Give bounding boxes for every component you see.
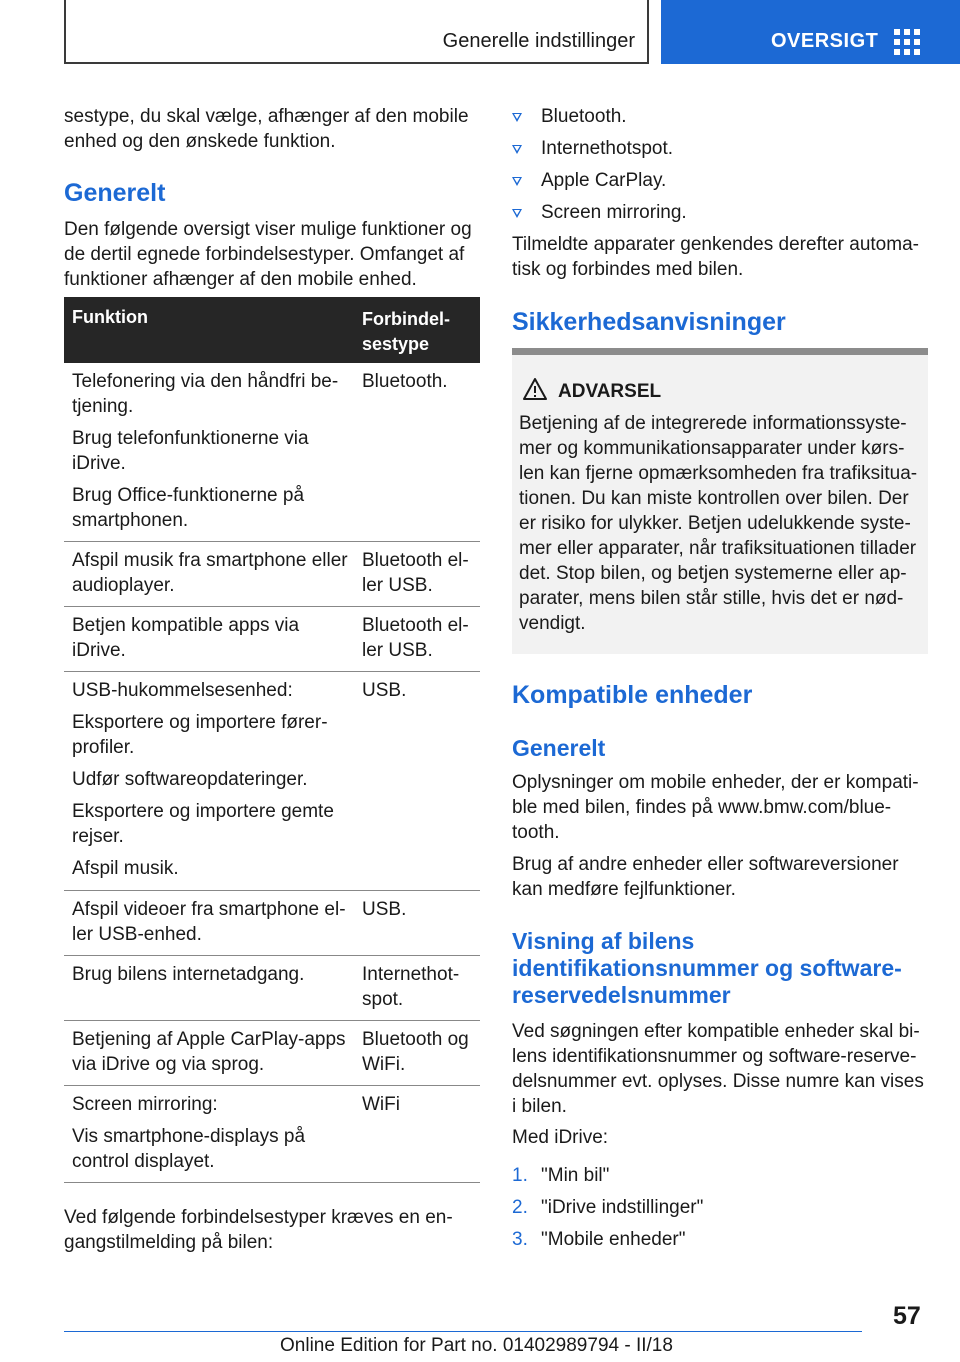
cell-forbindelsestype	[362, 1027, 476, 1084]
visning-line: i bilen.	[512, 1096, 567, 1117]
step-number: 1.	[512, 1165, 528, 1186]
header-section-tab	[64, 0, 649, 64]
footer-divider	[64, 1331, 862, 1332]
cell-text: Afspil musik.	[72, 858, 179, 879]
subheading-visning	[512, 928, 942, 1009]
cell-funktion	[72, 1027, 352, 1084]
bullet-text: Bluetooth.	[541, 106, 627, 127]
warning-line: tionen. Du kan miste kontrollen over bilen. Der	[519, 488, 909, 509]
cell-funktion	[72, 548, 352, 605]
cell-text: Udfør softwareopdateringer.	[72, 769, 308, 790]
visning-line: lens identifikationsnummer og software-reserve-	[512, 1046, 917, 1067]
visning-line: Ved søgningen efter kompatible enheder skal bi-	[512, 1021, 920, 1042]
table-row	[64, 891, 480, 956]
cell-funktion	[72, 613, 352, 670]
cell-text: Brug Office-funktionerne på smartphonen.	[72, 485, 305, 531]
visning-heading-line: Visning af bilens	[512, 928, 695, 954]
bullet-text: Apple CarPlay.	[541, 170, 667, 191]
header-col2-line: sestype	[362, 334, 430, 354]
cell-text: Brug telefonfunktionerne via iDrive.	[72, 428, 309, 474]
step-text: "Mobile enheder"	[541, 1229, 686, 1250]
step-text: "iDrive indstillinger"	[541, 1197, 704, 1218]
visning-heading-line: reservedelsnummer	[512, 982, 731, 1008]
function-table	[64, 297, 480, 1183]
after-bullets-line: tisk og forbindes med bilen.	[512, 259, 744, 280]
triangle-bullet-icon	[512, 145, 522, 154]
compat-paragraph	[512, 770, 932, 845]
step-number: 2.	[512, 1197, 528, 1218]
heading-compatible: Kompatible enheder	[512, 681, 753, 709]
cell-text: Betjening af Apple CarPlay-apps via iDrive og via sprog.	[72, 1029, 346, 1075]
visning-line: delsnummer evt. oplyses. Disse numre kan vises	[512, 1071, 924, 1092]
table-row	[64, 542, 480, 607]
step-text: "Min bil"	[541, 1165, 610, 1186]
warning-line: Betjening af de integrerede informationssyste-	[519, 413, 907, 434]
cell-funktion	[72, 1092, 352, 1181]
compat-line: ble med bilen, findes på www.bmw.com/blue-	[512, 797, 892, 818]
step-number: 3.	[512, 1229, 528, 1250]
bullet-text: Internethotspot.	[541, 138, 674, 159]
footer-edition: Online Edition for Part no. 01402989794 - II/18	[280, 1335, 673, 1356]
intro-line: sestype, du skal vælge, afhænger af den mobile	[64, 106, 469, 127]
triangle-bullet-icon	[512, 113, 522, 122]
cell-forbindelsestype	[362, 613, 476, 670]
cell-forbindelsestype	[362, 1092, 476, 1124]
generelt-line: funktioner afhænger af den mobile enhed.	[64, 269, 417, 290]
cell-text: Afspil musik fra smartphone eller audioplayer.	[72, 550, 348, 596]
compat-line: Brug af andre enheder eller softwareversioner	[512, 854, 899, 875]
header-col2-line: Forbindel-	[362, 309, 450, 329]
warning-line: vendigt.	[519, 613, 586, 634]
cell-funktion	[72, 897, 352, 954]
page-number: 57	[893, 1302, 921, 1330]
compat-line: kan medføre fejlfunktioner.	[512, 879, 736, 900]
cell-text: Vis smartphone-displays på control displayet.	[72, 1126, 306, 1172]
triangle-bullet-icon	[512, 209, 522, 218]
left-intro	[64, 104, 480, 154]
after-table-line: gangstilmelding på bilen:	[64, 1232, 274, 1253]
heading-generelt: Generelt	[64, 179, 166, 207]
after-bullets-line: Tilmeldte apparater genkendes derefter automa-	[512, 234, 919, 255]
cell-text: WiFi	[362, 1094, 400, 1115]
cell-text: Betjen kompatible apps via iDrive.	[72, 615, 300, 661]
overview-button[interactable]	[661, 0, 960, 64]
triangle-bullet-icon	[512, 177, 522, 186]
after-table-line: Ved følgende forbindelsestyper kræves en en-	[64, 1207, 453, 1228]
compat-line: tooth.	[512, 822, 560, 843]
cell-text: USB.	[362, 680, 407, 701]
table-row	[64, 672, 480, 891]
heading-safety: Sikkerhedsanvisninger	[512, 308, 786, 336]
generelt-line: de dertil egnede forbindelsestyper. Omfanget af	[64, 244, 465, 265]
warning-line: len kan fjerne opmærksomheden fra trafiksitua-	[519, 463, 918, 484]
warning-line: er risiko for ulykker. Betjen udelukkende syste-	[519, 513, 911, 534]
warning-line: det. Stop bilen, og betjen systemerne eller ap-	[519, 563, 907, 584]
cell-funktion	[72, 962, 352, 994]
cell-text: Telefonering via den håndfri be- tjening.	[72, 371, 339, 417]
cell-text: Brug bilens internetadgang.	[72, 964, 305, 985]
cell-forbindelsestype	[362, 897, 476, 929]
cell-text: USB-hukommelsesenhed:	[72, 680, 293, 701]
warning-line: parater, mens bilen står stille, hvis det er nød-	[519, 588, 904, 609]
cell-text: Eksportere og importere gemte rejser.	[72, 801, 334, 847]
table-row	[64, 1086, 480, 1183]
cell-text: Screen mirroring:	[72, 1094, 218, 1115]
bullet-text: Screen mirroring.	[541, 202, 687, 223]
cell-funktion	[72, 369, 352, 540]
warning-line: mer og kommunikationsapparater under kørs-	[519, 438, 905, 459]
warning-body	[519, 411, 921, 636]
subheading-generelt: Generelt	[512, 735, 606, 761]
med-idrive-label: Med iDrive:	[512, 1127, 609, 1148]
table-row	[64, 1021, 480, 1086]
table-row	[64, 363, 480, 542]
table-header	[64, 297, 480, 363]
table-row	[64, 956, 480, 1021]
cell-forbindelsestype	[362, 678, 476, 710]
cell-text: USB.	[362, 899, 407, 920]
warning-box	[512, 348, 928, 654]
compat-line: Oplysninger om mobile enheder, der er kompati-	[512, 772, 919, 793]
visning-heading-line: identifikationsnummer og software-	[512, 955, 902, 981]
visning-paragraph	[512, 1019, 932, 1119]
table-row	[64, 607, 480, 672]
header-funktion: Funktion	[72, 307, 148, 327]
after-bullets-paragraph	[512, 232, 932, 282]
warning-line: mer eller apparater, når trafiksituationen tillader	[519, 538, 917, 559]
intro-line: enhed og den ønskede funktion.	[64, 131, 336, 152]
generelt-line: Den følgende oversigt viser mulige funktioner og	[64, 219, 472, 240]
warning-title: ADVARSEL	[558, 381, 662, 402]
cell-funktion	[72, 678, 352, 888]
header-forbindelsestype	[362, 307, 450, 357]
overview-label: OVERSIGT	[771, 30, 879, 52]
warning-icon	[522, 377, 548, 401]
cell-forbindelsestype	[362, 548, 476, 605]
cell-forbindelsestype	[362, 369, 476, 401]
cell-text: Eksportere og importere fører- profiler.	[72, 712, 328, 758]
after-table-paragraph	[64, 1205, 480, 1255]
generelt-paragraph	[64, 217, 480, 292]
cell-text: Internethot- spot.	[362, 964, 460, 1010]
compat-paragraph-2	[512, 852, 932, 902]
cell-forbindelsestype	[362, 962, 476, 1019]
grid-menu-icon	[894, 29, 920, 55]
header-section-title: Generelle indstillinger	[442, 30, 635, 52]
cell-text: Afspil videoer fra smartphone el- ler USB-enhed.	[72, 899, 346, 945]
cell-text: Bluetooth el- ler USB.	[362, 550, 469, 596]
cell-text: Bluetooth el- ler USB.	[362, 615, 469, 661]
cell-text: Bluetooth.	[362, 371, 448, 392]
cell-text: Bluetooth og WiFi.	[362, 1029, 469, 1075]
